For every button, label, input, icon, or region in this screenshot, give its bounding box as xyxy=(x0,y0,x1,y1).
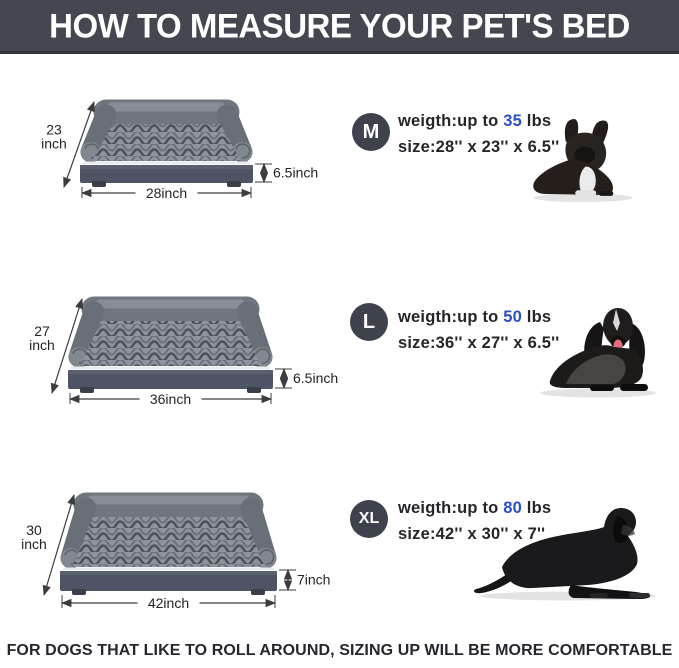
weight-value-l: 50 xyxy=(503,308,523,326)
weight-label-xl: weigth:up to 80 lbs xyxy=(398,499,552,517)
french-bulldog-photo xyxy=(533,119,632,202)
size-badge-m: M xyxy=(352,113,390,151)
bed-depth-unit: inch xyxy=(41,135,67,152)
bed-depth-unit: inch xyxy=(21,536,47,552)
bed-diagram-l xyxy=(29,299,338,407)
bed-height-label: 6.5inch xyxy=(273,164,319,181)
size-label-l: size:36'' x 27'' x 6.5'' xyxy=(398,334,560,352)
bed-depth-value: 30 xyxy=(26,522,42,538)
bed-depth-value: 27 xyxy=(34,323,50,339)
size-badge-xl: XL xyxy=(350,500,388,538)
weight-label-m: weigth:up to 35 lbs xyxy=(398,112,552,130)
bed-diagrams xyxy=(21,102,338,611)
bed-width-label: 28inch xyxy=(145,185,188,201)
bed-diagram-m xyxy=(41,102,318,201)
bed-depth-value: 23 xyxy=(46,121,62,138)
size-label-m: size:28'' x 23'' x 6.5'' xyxy=(398,138,560,156)
weight-value-m: 35 xyxy=(503,112,523,130)
bed-height-label: 7inch xyxy=(297,571,331,588)
bed-width-label: 42inch xyxy=(147,595,190,611)
size-label-xl: size:42'' x 30'' x 7'' xyxy=(398,525,546,543)
weight-value-xl: 80 xyxy=(503,499,523,517)
size-badge-l: L xyxy=(350,303,388,341)
page-title: HOW TO MEASURE YOUR PET'S BED xyxy=(49,5,630,45)
weight-label-l: weigth:up to 50 lbs xyxy=(398,308,552,326)
black-labrador-photo xyxy=(474,508,656,601)
bed-depth-unit: inch xyxy=(29,337,55,353)
bed-width-label: 36inch xyxy=(149,391,192,407)
bed-diagram-xl xyxy=(21,495,330,611)
footer-note: FOR DOGS THAT LIKE TO ROLL AROUND, SIZING UP WILL BE MORE COMFORTABLE xyxy=(6,642,673,659)
bed-height-label: 6.5inch xyxy=(293,370,339,386)
